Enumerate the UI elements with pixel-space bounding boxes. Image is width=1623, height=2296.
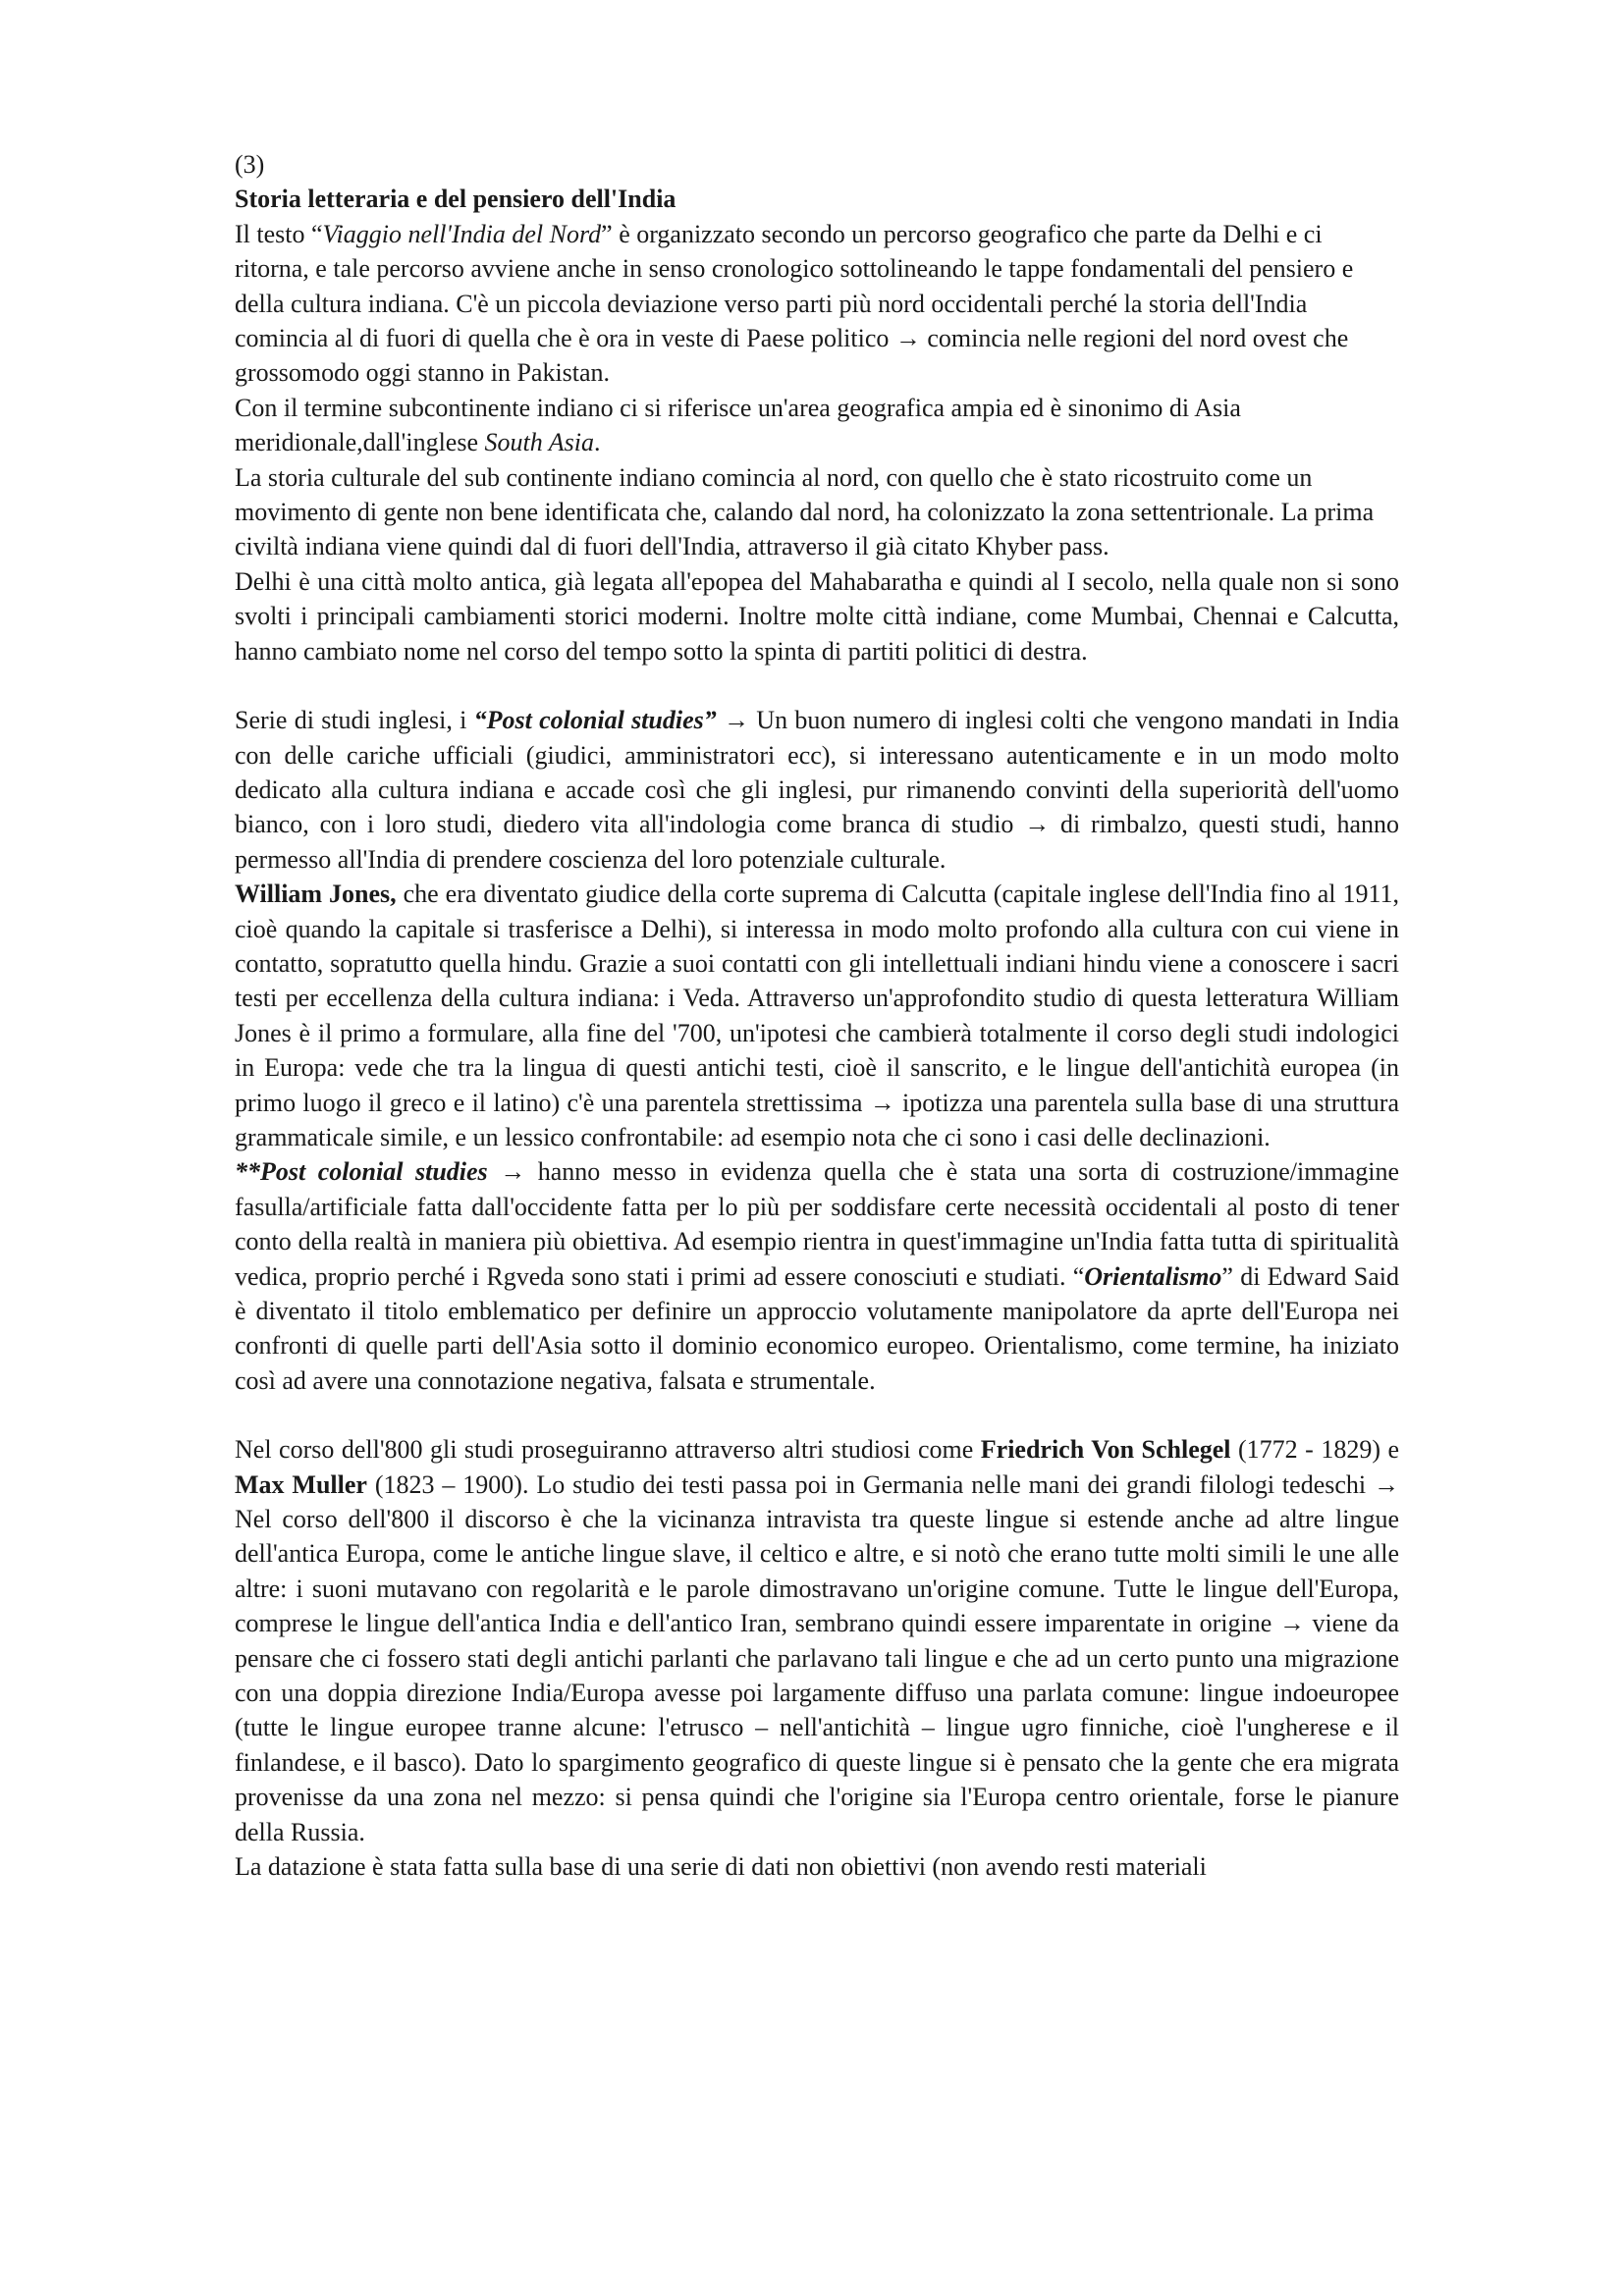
paragraph-dating: La datazione è stata fatta sulla base di una serie di dati non obiettivi (non avendo resti materiali [235,1852,1207,1882]
book-title: Viaggio nell'India del Nord [322,219,602,248]
paragraph-cultural-history: La storia culturale del sub continente indiano comincia al nord, con quello che è stato ricostruito come un movimento di gente non bene identificata che, calando dal nord, ha colonizzato la zona settentrionale. La prima civiltà indiana viene quindi dal di fuori dell'India, attraverso il già citato Khyber pass. [235,462,1375,561]
paragraph-delhi: Delhi è una città molto antica, già legata all'epopea del Mahabaratha e quindi al I secolo, nella quale non si sono svolti i principali cambiamenti storici moderni. Inoltre molte città indiane, come Mumbai, Chennai e Calcutta, hanno cambiato nome nel corso del tempo sotto la spinta di partiti politici di destra. [235,566,1399,666]
muller-name: Max Muller [235,1469,367,1499]
document-page [235,147,1399,1885]
south-asia-term: South Asia [484,428,594,457]
paragraph-nineteenth-century: Nel corso dell'800 gli studi proseguiranno attraverso altri studiosi come Friedrich Von Schlegel (1772 - 1829) e Max Muller (1823 – 1900). Lo studio dei testi passa poi in Germania nelle mani dei grandi filologi tedeschi → Nel corso dell'800 il discorso è che la vicinanza intravista tra queste lingue si estende anche ad altre lingue dell'antica Europa, come le antiche lingue slave, il celtico e altre, e si notò che erano tutte molti simili le une alle altre: i suoni mutavano con regolarità e le parole dimostravano un'origine comune. Tutte le lingue dell'Europa, comprese le lingue dell'antica India e dell'antico Iran, sembrano quindi essere imparentate in origine → viene da pensare che ci fossero stati degli antichi parlanti che parlavano tali lingue e che ad un certo punto una migrazione con una doppia direzione India/Europa avesse poi largamente diffuso una parlata comune: lingue indoeuropee (tutte le lingue europee tranne alcune: l'etrusco – nell'antichità – lingue ugro finniche, cioè l'ungherese e il finlandese, e il basco). Dato lo spargimento geografico di queste lingue si è pensato che la gente che era migrata provenisse da una zona nel mezzo: si pensa quindi che l'origine sia l'Europa centro orientale, forse le pianure della Russia. [235,1435,1400,1846]
post-colonial-note: **Post colonial studies [235,1157,488,1187]
document-title: Storia letteraria e del pensiero dell'India [235,185,676,214]
paragraph-subcontinent: Con il termine subcontinente indiano ci si riferisce un'area geografica ampia ed è sinonimo di Asia meridionale,dall'inglese South Asia. [235,393,1241,457]
post-colonial-term: “Post colonial studies” [473,706,717,735]
orientalismo-title: Orientalismo [1084,1261,1222,1291]
william-jones-name: William Jones, [235,880,397,909]
page-number: (3) [235,150,265,179]
schlegel-name: Friedrich Von Schlegel [980,1435,1231,1465]
paragraph-gap [235,1398,1399,1432]
paragraph-post-colonial: Serie di studi inglesi, i “Post colonial studies” → Un buon numero di inglesi colti che vengono mandati in India con delle cariche ufficiali (giudici, amministratori ecc), si interessano autenticamente e in un modo molto dedicato alla cultura indiana e accade così che gli inglesi, pur rimanendo convinti della superiorità dell'uomo bianco, con i loro studi, diedero vita all'indologia come branca di studio → di rimbalzo, questi studi, hanno permesso all'India di prendere coscienza del loro potenziale culturale. [235,706,1399,874]
paragraph-intro: Il testo “Viaggio nell'India del Nord” è organizzato secondo un percorso geografico che parte da Delhi e ci ritorna, e tale percorso avviene anche in senso cronologico sottolineando le tappe fondamentali del pensiero e della cultura indiana. C'è un piccola deviazione verso parti più nord occidentali perché la storia dell'India comincia al di fuori di quella che è ora in veste di Paese politico → comincia nelle regioni del nord ovest che grossomodo oggi stanno in Pakistan. [235,219,1354,388]
paragraph-william-jones: William Jones, che era diventato giudice della corte suprema di Calcutta (capitale inglese dell'India fino al 1911, cioè quando la capitale si trasferisce a Delhi), si interessa in modo molto profondo alla cultura con cui viene in contatto, sopratutto quella hindu. Grazie a suoi contatti con gli intellettuali indiani hindu viene a conoscere i sacri testi per eccellenza della cultura indiana: i Veda. Attraverso un'approfondito studio di questa letteratura William Jones è il primo a formulare, alla fine del '700, un'ipotesi che cambierà totalmente il corso degli studi indologici in Europa: vede che tra la lingua di questi antichi testi, cioè il sanscrito, e le lingue dell'antichità europea (in primo luogo il greco e il latino) c'è una parentela strettissima → ipotizza una parentela sulla base di una struttura grammaticale simile, e un lessico confrontabile: ad esempio nota che ci sono i casi delle declinazioni. [235,880,1400,1151]
paragraph-orientalism: **Post colonial studies → hanno messo in evidenza quella che è stata una sorta di costruzione/immagine fasulla/artificiale fatta dall'occidente fatta per lo più per soddisfare certe necessità occidentali al posto di tener conto della realtà in maniera più obiettiva. Ad esempio rientra in quest'immagine un'India fatta tutta di spiritualità vedica, proprio perché i Rgveda sono stati i primi ad essere conosciuti e studiati. “Orientalismo” di Edward Said è diventato il titolo emblematico per definire un approccio volutamente manipolatore da aprte dell'Europa nei confronti di quelle parti dell'Asia sotto il dominio economico europeo. Orientalismo, come termine, ha iniziato così ad avere una connotazione negativa, falsata e strumentale. [235,1157,1400,1395]
paragraph-gap [235,668,1399,703]
